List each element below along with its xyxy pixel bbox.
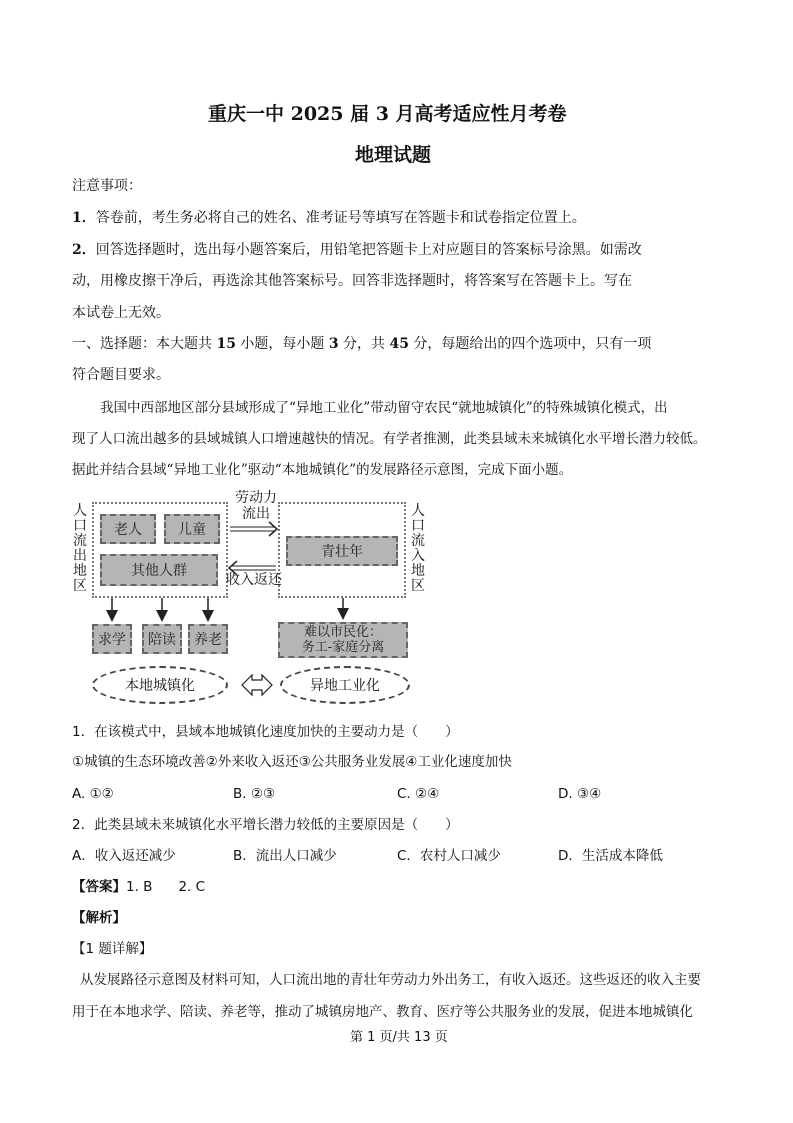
- question-1-option-b: B. ②③: [233, 786, 276, 802]
- notes-item-1: [72, 208, 586, 228]
- answer-tag: 【答案】: [72, 879, 126, 895]
- analysis-tag: 【解析】: [72, 910, 126, 926]
- labor-outflow-text-2: 流出: [242, 506, 270, 522]
- notes-item-1-number: 1．: [72, 210, 96, 226]
- page-subtitle: 地理试题: [355, 144, 432, 166]
- elder-box: 老人: [100, 514, 156, 544]
- analysis-sub-heading: 【1 题详解】: [72, 941, 153, 957]
- income-return-arrow: [229, 561, 276, 575]
- outflow-region-label: 人口流出地区: [73, 503, 87, 594]
- child-box: 儿童: [164, 514, 220, 544]
- inflow-region-label: 人口流入地区: [411, 503, 425, 594]
- points-per-question: 3: [328, 336, 339, 352]
- question-1-stem: 1．在该模式中，县域本地城镇化速度加快的主要动力是（ ）: [72, 724, 459, 740]
- section-1-instructions-line-2: 符合题目要求。: [72, 367, 170, 383]
- total-points: 45: [389, 336, 409, 352]
- diagram-arrows: [70, 490, 430, 710]
- other-groups-box: 其他人群: [100, 554, 218, 586]
- question-count: 15: [216, 336, 236, 352]
- passage-line-3: 据此并结合县域“异地工业化”驱动“本地城镇化”的发展路径示意图，完成下面小题。: [72, 462, 573, 478]
- labor-outflow-arrow: [230, 522, 277, 536]
- citizenization-text-2: 务工-家庭分离: [301, 640, 385, 655]
- local-urbanization-ellipse: 本地城镇化: [92, 666, 228, 704]
- bidirectional-arrow: [242, 675, 272, 695]
- remote-industrialization-ellipse: 异地工业化: [280, 666, 410, 704]
- youth-box: 青壮年: [286, 536, 398, 566]
- notes-item-1-text: 答卷前，考生务必将自己的姓名、准考证号等填写在答题卡和试卷指定位置上。: [95, 210, 586, 226]
- labor-outflow-text-1: 劳动力: [235, 490, 277, 506]
- notes-item-2-line-3: 本试卷上无效。: [72, 305, 170, 321]
- question-2-option-a: A．收入返还减少: [72, 848, 176, 864]
- question-2-option-d: D．生活成本降低: [558, 848, 663, 864]
- urbanization-path-diagram: [70, 490, 430, 710]
- page-title: 重庆一中 2025 届 3 月高考适应性月考卷: [208, 103, 567, 125]
- answer-2: 2. C: [178, 879, 206, 895]
- page-number: 第 1 页/共 13 页: [350, 1030, 448, 1045]
- passage-line-2: 现了人口流出越多的县域城镇人口增速越快的情况。有学者推测，此类县域未来城镇化水平增长潜力较低。: [72, 431, 707, 447]
- question-1-option-d: D. ③④: [558, 786, 602, 802]
- question-1-statements: ①城镇的生态环境改善②外来收入返还③公共服务业发展④工业化速度加快: [72, 754, 512, 770]
- notes-heading: 注意事项：: [72, 178, 142, 194]
- section-1-instructions: [72, 334, 651, 354]
- income-return-label: 收入返还: [226, 572, 282, 588]
- answer-1: 1. B: [126, 879, 153, 895]
- section-1-text-e: 分，共: [338, 336, 390, 352]
- notes-item-2-text-1: 回答选择题时，选出每小题答案后，用铅笔把答题卡上对应题目的答案标号涂黑。如需改: [95, 242, 642, 258]
- question-2-stem: 2．此类县域未来城镇化水平增长潜力较低的主要原因是（ ）: [72, 817, 459, 833]
- down-arrows: [112, 598, 343, 619]
- passage-line-1: 我国中西部地区部分县域形成了“异地工业化”带动留守农民“就地城镇化”的特殊城镇化模式，出: [100, 400, 668, 416]
- notes-item-2-number: 2．: [72, 242, 96, 258]
- question-2-option-b: B．流出人口减少: [233, 848, 337, 864]
- notes-item-2-line-1: [72, 240, 642, 260]
- notes-item-2-line-2: 动，用橡皮擦干净后，再选涂其他答案标号。回答非选择题时，将答案写在答题卡上。写在: [72, 273, 632, 289]
- accompany-study-box: 陪读: [142, 624, 182, 654]
- section-1-text-a: 一、选择题：本大题共: [72, 336, 217, 352]
- analysis-line-1: 从发展路径示意图及材料可知，人口流出地的青壮年劳动力外出务工，有收入返还。这些返还的收入主要: [80, 972, 701, 988]
- citizenization-text-1: 难以市民化：: [303, 625, 382, 640]
- section-1-text-g: 分，每题给出的四个选项中，只有一项: [408, 336, 652, 352]
- analysis-line-2: 用于在本地求学、陪读、养老等，推动了城镇房地产、教育、医疗等公共服务业的发展，促进本地城镇化: [72, 1004, 693, 1020]
- answer-line: [72, 877, 205, 897]
- section-1-text-c: 小题，每小题: [235, 336, 329, 352]
- question-1-option-a: A. ①②: [72, 786, 114, 802]
- question-1-option-c: C. ②④: [397, 786, 440, 802]
- question-2-option-c: C．农村人口减少: [397, 848, 501, 864]
- study-box: 求学: [92, 624, 132, 654]
- retirement-box: 养老: [188, 624, 228, 654]
